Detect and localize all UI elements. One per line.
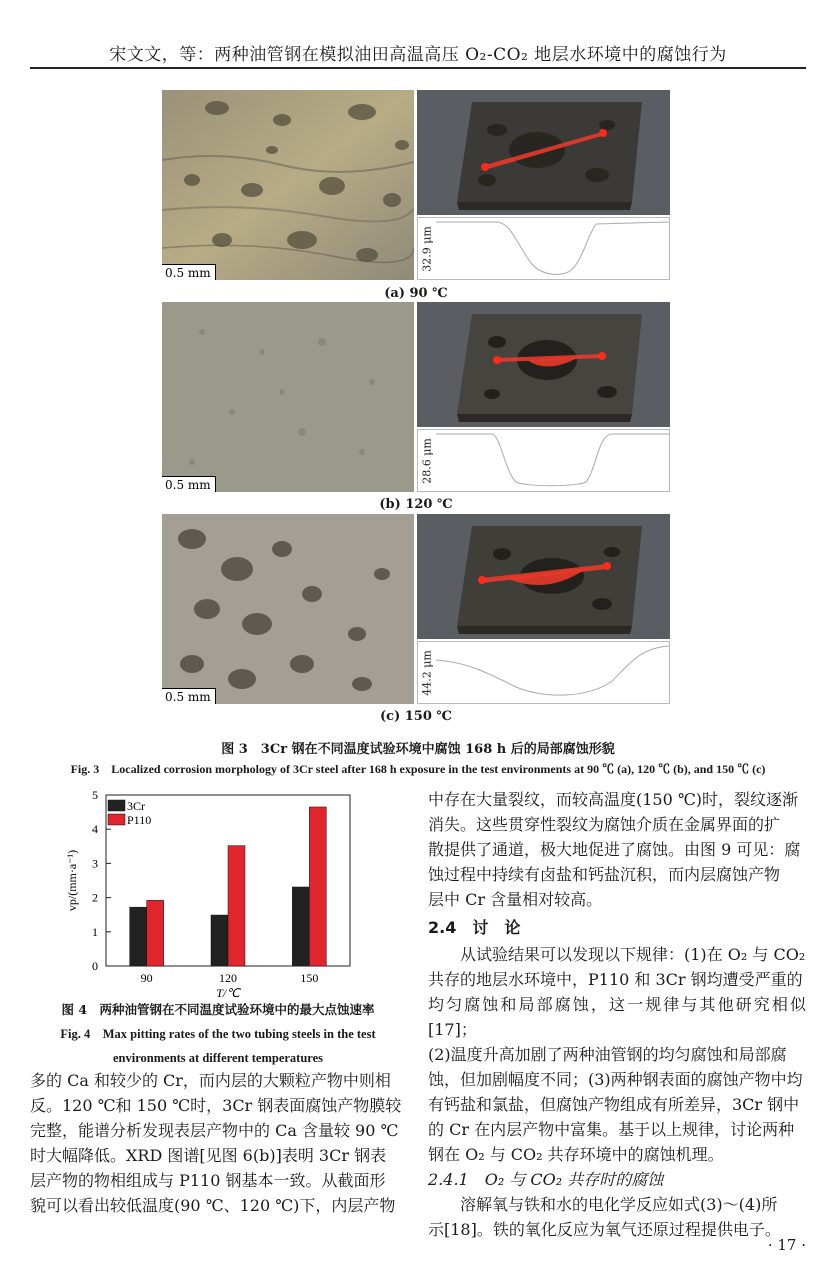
figure4-chart [60, 783, 410, 998]
text-line: (2)温度升高加剧了两种油管钢的均匀腐蚀和局部腐 [428, 1045, 787, 1064]
figure3-caption-en: Fig. 3 Localized corrosion morphology of 3Cr steel after 168 h exposure in the test environments at 90 ℃ (a), 120 ℃ (b), and 150 ℃ (c) [70, 762, 766, 776]
figure4-caption-en-2: environments at different temperatures [112, 1051, 324, 1065]
y-tick-label: 4 [92, 822, 98, 837]
bar-p110 [228, 846, 245, 966]
text-line: 从试验结果可以发现以下规律：(1)在 O₂ 与 CO₂ [428, 945, 806, 964]
bar-p110 [147, 900, 164, 966]
subsection-title: 2.4.1 O₂ 与 CO₂ 共存时的腐蚀 [428, 1170, 664, 1189]
scale-bar: 0.5 mm [162, 264, 216, 280]
running-head: 宋文文，等：两种油管钢在模拟油田高温高压 O₂-CO₂ 地层水环境中的腐蚀行为 [109, 45, 727, 65]
text-line: 完整，能谱分析发现表层产物中的 Ca 含量较 90 ℃ [30, 1121, 399, 1140]
text-line: 均匀腐蚀和局部腐蚀，这一规律与其他研究相似[17]； [428, 995, 806, 1039]
figure4-caption-en-1: Fig. 4 Max pitting rates of the two tubing steels in the test [60, 1027, 376, 1041]
section-title: 2.4 讨 论 [428, 918, 521, 937]
subfigure-caption-c: (c) 150 ℃ [380, 709, 452, 724]
3d-profile-view-c [417, 514, 670, 639]
bar-3cr [130, 907, 147, 966]
legend-swatch-3cr [108, 800, 125, 811]
depth-profile-c [417, 641, 670, 704]
subfigure-caption-a: (a) 90 ℃ [384, 286, 448, 301]
text-line: 层中 Cr 含量相对较高。 [428, 890, 603, 909]
text-line: 共存的地层水环境中，P110 和 3Cr 钢均遭受严重的 [428, 970, 803, 989]
x-tick-label: 120 [219, 971, 237, 985]
text-line: 散提供了通道，极大地促进了腐蚀。由图 9 可见：腐 [428, 840, 801, 859]
3d-profile-view-a [417, 90, 670, 215]
text-line: 多的 Ca 和较少的 Cr，而内层的大颗粒产物中则相 [30, 1071, 391, 1090]
pit-depth-label: 44.2 μm [420, 650, 434, 696]
right-column-text [428, 787, 806, 1242]
text-line: 钢在 O₂ 与 CO₂ 共存环境中的腐蚀机理。 [428, 1145, 724, 1164]
bar-p110 [309, 807, 326, 966]
y-tick-label: 3 [92, 856, 98, 871]
3d-profile-view-b [417, 302, 670, 427]
text-line: 层产物的物相组成与 P110 钢基本一致。从截面形 [30, 1171, 386, 1190]
x-tick-label: 90 [140, 971, 153, 985]
y-tick-label: 1 [92, 924, 98, 939]
left-column-text [30, 1068, 410, 1218]
text-line: 蚀，但加剧幅度不同；(3)两种钢表面的腐蚀产物中均 [428, 1070, 803, 1089]
legend-swatch-p110 [108, 814, 125, 825]
text-line: 蚀过程中持续有卤盐和钙盐沉积，而内层腐蚀产物 [428, 865, 781, 884]
micrograph-c [162, 514, 414, 704]
micrograph-a [162, 90, 414, 280]
figure3-caption-cn: 图 3 3Cr 钢在不同温度试验环境中腐蚀 168 h 后的局部腐蚀形貌 [221, 742, 615, 757]
depth-profile-b [417, 429, 670, 492]
legend-label-p110: P110 [127, 813, 152, 827]
text-line: 中存在大量裂纹，而较高温度(150 ℃)时，裂纹逐渐 [428, 790, 799, 809]
y-axis-label: vp/(mm·a⁻¹) [65, 849, 79, 912]
x-tick-label: 150 [300, 971, 319, 985]
micrograph-b [162, 302, 414, 492]
subfigure-caption-b: (b) 120 ℃ [379, 497, 453, 512]
text-line: 反。120 ℃和 150 ℃时，3Cr 钢表面腐蚀产物膜较 [30, 1096, 402, 1115]
text-line: 时大幅降低。XRD 图谱[见图 6(b)]表明 3Cr 钢表 [30, 1146, 387, 1165]
figure4-caption-cn: 图 4 两种油管钢在不同温度试验环境中的最大点蚀速率 [61, 1002, 375, 1017]
text-line: 示[18]。铁的氧化反应为氧气还原过程提供电子。 [428, 1220, 781, 1239]
text-line: 有钙盐和氯盐，但腐蚀产物组成有所差异，3Cr 钢中 [428, 1095, 800, 1114]
y-tick-label: 0 [92, 959, 98, 973]
page-number: · 17 · [767, 1236, 806, 1254]
legend-label-3cr: 3Cr [127, 799, 145, 813]
scale-bar: 0.5 mm [162, 476, 216, 492]
bar-chart [60, 783, 410, 998]
y-tick-label: 2 [92, 890, 98, 905]
bar-3cr [292, 887, 309, 966]
text-line: 的 Cr 在内层产物中富集。基于以上规律，讨论两种 [428, 1120, 795, 1139]
y-tick-label: 5 [92, 788, 98, 802]
x-axis-label: T/℃ [216, 986, 240, 998]
pit-depth-label: 32.9 μm [420, 226, 434, 272]
text-line: 溶解氧与铁和水的电化学反应如式(3)～(4)所 [428, 1195, 778, 1214]
header-rule [30, 67, 806, 69]
scale-bar: 0.5 mm [162, 688, 216, 704]
text-line: 消失。这些贯穿性裂纹为腐蚀介质在金属界面的扩 [428, 815, 781, 834]
text-line: 貌可以看出较低温度(90 ℃、120 ℃)下，内层产物 [30, 1196, 396, 1215]
pit-depth-label: 28.6 μm [420, 438, 434, 484]
bar-3cr [211, 915, 228, 966]
depth-profile-a [417, 217, 670, 280]
